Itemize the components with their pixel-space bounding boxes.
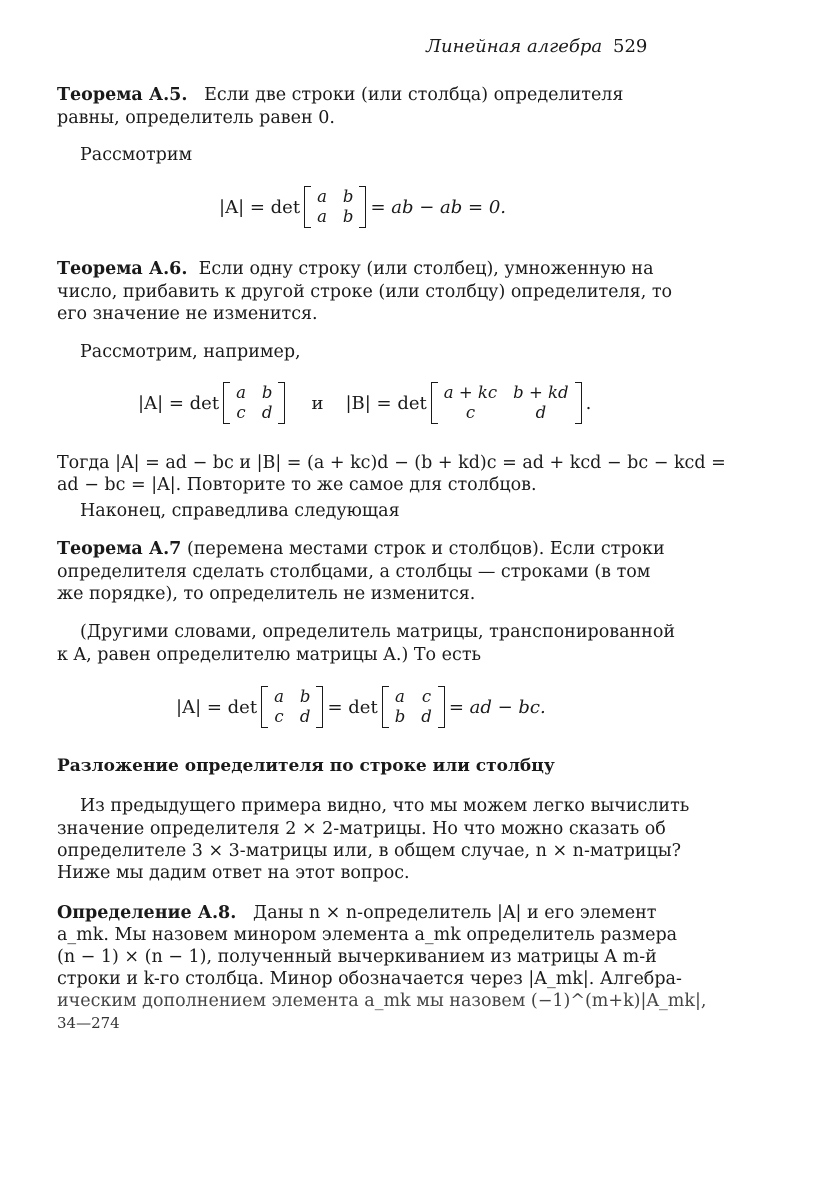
matrix-cell: a + kc xyxy=(443,383,498,402)
theorem-a6-line3: его значение не изменится. xyxy=(57,304,318,324)
formula-1-rhs: = ab − ab = 0. xyxy=(370,196,507,218)
theorem-a6-text1: Если одну строку (или столбец), умноженную на xyxy=(198,259,654,279)
theorem-a7-label: Теорема А.7 xyxy=(57,539,182,559)
matrix-cell: c xyxy=(274,707,284,726)
theorem-a7-line3: же порядке), то определитель не изменится. xyxy=(57,584,476,604)
intro-line1: Из предыдущего примера видно, что мы можем легко вычислить xyxy=(80,796,690,816)
formula-1-lhs: |A| = det xyxy=(219,196,301,218)
matrix-cell: b xyxy=(299,687,311,706)
definition-a8-line2: a_mk. Мы назовем минором элемента a_mk определитель размера xyxy=(57,925,678,945)
matrix-cell: c xyxy=(236,403,246,422)
matrix-cell: c xyxy=(465,403,476,422)
matrix-cell: b xyxy=(342,207,354,226)
matrix-cell: c xyxy=(421,687,432,706)
definition-a8-line1 xyxy=(57,902,656,924)
matrix-cell: d xyxy=(535,403,547,422)
intro-line3: определителе 3 × 3-матрицы или, в общем случае, n × n-матрицы? xyxy=(57,841,682,861)
matrix-transposed xyxy=(382,686,445,728)
theorem-a6-line2: число, прибавить к другой строке (или столбцу) определителя, то xyxy=(57,282,673,302)
running-title: Линейная алгебра xyxy=(426,36,603,57)
matrix-cell: a xyxy=(395,687,405,706)
intro-line4: Ниже мы дадим ответ на этот вопрос. xyxy=(57,863,410,883)
definition-a8-line5: ическим дополнением элемента a_mk мы назовем (−1)^(m+k)|A_mk|, xyxy=(57,991,707,1011)
definition-a8-line3: (n − 1) × (n − 1), полученный вычеркиванием из матрицы A m-й xyxy=(57,947,657,967)
then-line2: ad − bc = |A|. Повторите то же самое для столбцов. xyxy=(57,475,537,495)
formula-2-end: . xyxy=(585,392,592,414)
theorem-a7-text1: (перемена местами строк и столбцов). Если строки xyxy=(186,539,665,559)
matrix-aa-bb xyxy=(304,186,366,228)
matrix-cell: a xyxy=(236,383,246,402)
matrix-cell: a xyxy=(317,187,327,206)
definition-a8-line4: строки и k-го столбца. Минор обозначается через |A_mk|. Алгебра- xyxy=(57,969,682,989)
formula-3-mid: = det xyxy=(327,696,378,718)
page-number: 529 xyxy=(613,36,648,57)
definition-a8-text1: Даны n × n-определитель |A| и его элемент xyxy=(253,903,657,923)
matrix-cell: b xyxy=(394,707,406,726)
other-words-line2: к A, равен определителю матрицы A.) То есть xyxy=(57,645,482,665)
printer-signature: 34—274 xyxy=(57,1014,120,1032)
intro-line2: значение определителя 2 × 2-матрицы. Но что можно сказать об xyxy=(57,819,666,839)
then-line1: Тогда |A| = ad − bc и |B| = (a + kc)d − (b + kd)c = ad + kcd − bc − kcd = xyxy=(57,453,726,473)
matrix-cell: d xyxy=(299,707,311,726)
formula-3 xyxy=(176,686,546,728)
consider-text-2: Рассмотрим, например, xyxy=(80,342,301,362)
theorem-a6-line1 xyxy=(57,258,654,280)
definition-a8-label: Определение А.8. xyxy=(57,903,237,923)
theorem-a5-label: Теорема А.5. xyxy=(57,85,188,105)
matrix-abcd-2 xyxy=(261,686,323,728)
theorem-a5-line1 xyxy=(57,84,623,106)
theorem-a5-text1: Если две строки (или столбца) определителя xyxy=(204,85,624,105)
formula-2-conj: и xyxy=(311,392,324,414)
other-words-line1: (Другими словами, определитель матрицы, транспонированной xyxy=(80,622,676,642)
matrix-cell: d xyxy=(421,707,432,726)
theorem-a6-label: Теорема А.6. xyxy=(57,259,188,279)
matrix-cell: b xyxy=(261,383,273,402)
matrix-cell: d xyxy=(261,403,273,422)
formula-1 xyxy=(219,186,506,228)
formula-2-lhs-b: |B| = det xyxy=(345,392,427,414)
matrix-cell: a xyxy=(274,687,284,706)
matrix-cell: a xyxy=(317,207,327,226)
theorem-a7-line1 xyxy=(57,538,665,560)
matrix-cell: b + kd xyxy=(513,383,569,402)
theorem-a5-line2: равны, определитель равен 0. xyxy=(57,108,335,128)
section-title: Разложение определителя по строке или столбцу xyxy=(57,756,555,776)
finally-text: Наконец, справедлива следующая xyxy=(80,501,400,521)
matrix-abcd xyxy=(223,382,285,424)
formula-2 xyxy=(138,382,591,424)
matrix-cell: b xyxy=(342,187,354,206)
formula-3-lhs: |A| = det xyxy=(176,696,258,718)
matrix-b xyxy=(431,382,582,424)
consider-text-1: Рассмотрим xyxy=(80,145,193,165)
theorem-a7-line2: определителя сделать столбцами, а столбцы — строками (в том xyxy=(57,562,651,582)
formula-2-lhs-a: |A| = det xyxy=(138,392,220,414)
formula-3-rhs: = ad − bc. xyxy=(448,696,546,718)
